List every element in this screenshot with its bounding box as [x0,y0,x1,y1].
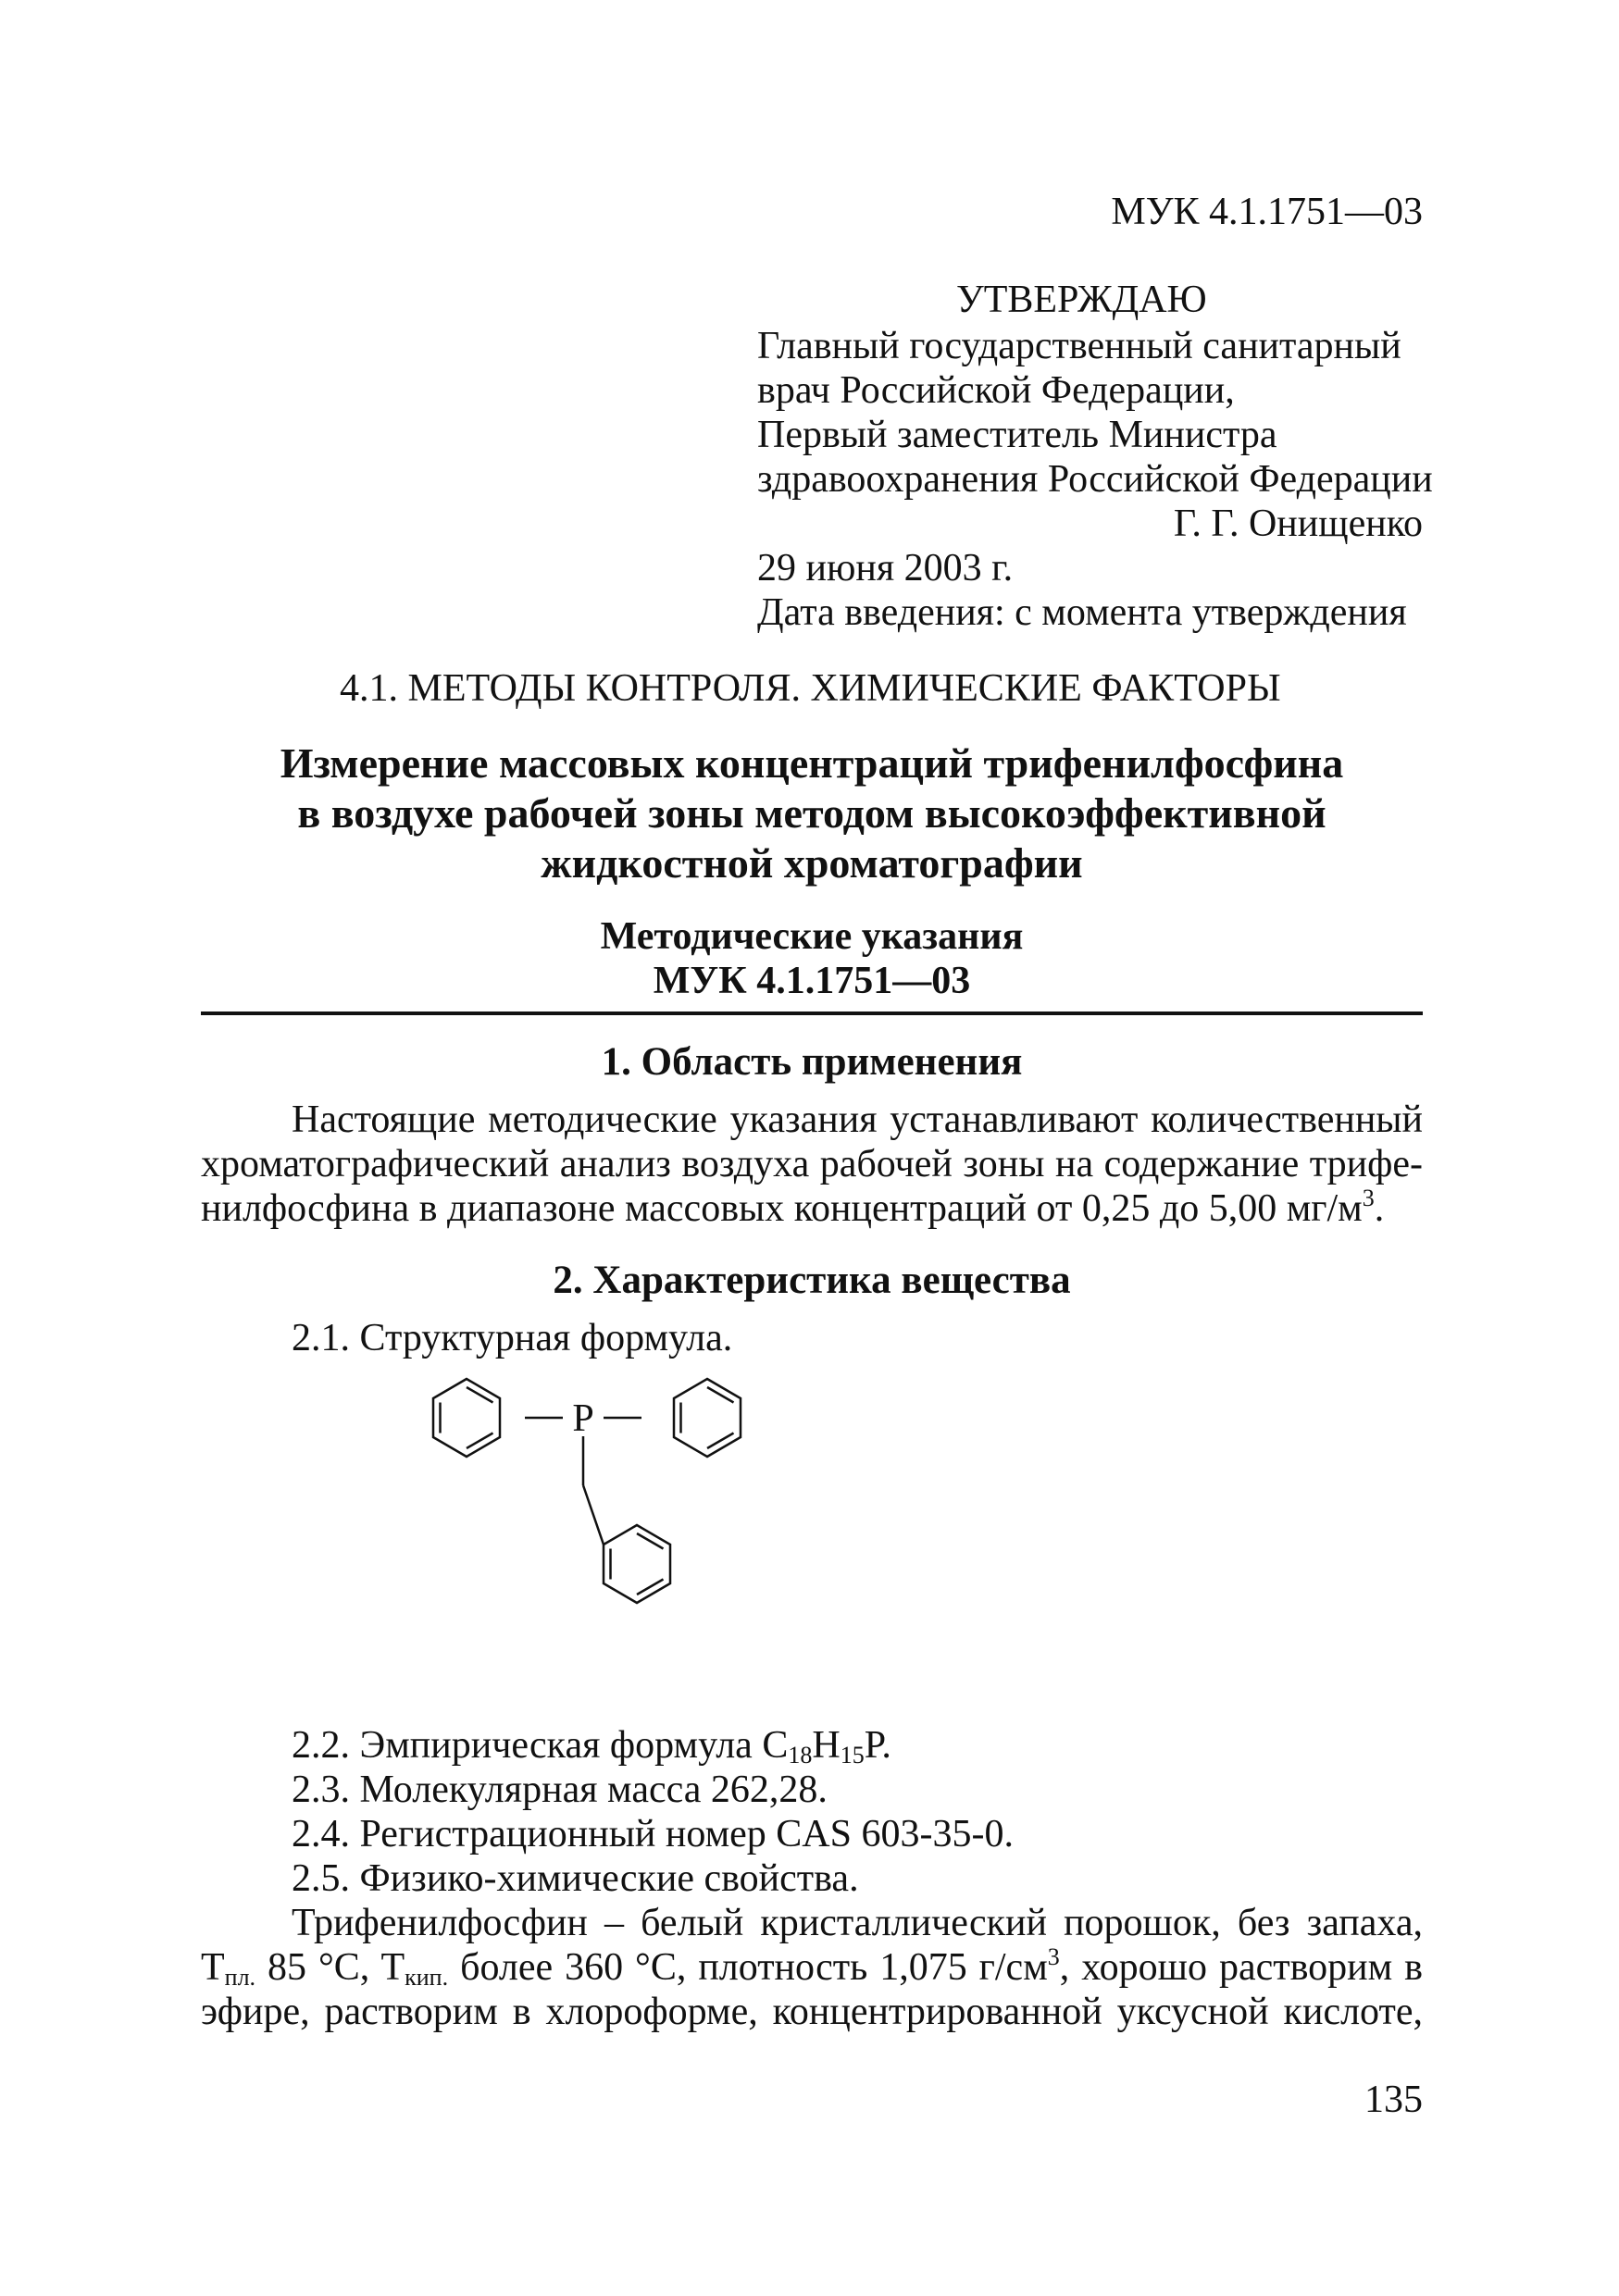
section-1-heading: 1. Область применения [601,1040,1023,1084]
item-2-4: 2.4. Регистрационный номер CAS 603-35-0. [292,1813,1014,1855]
item-2-3: 2.3. Молекулярная масса 262,28. [292,1769,828,1811]
approval-line: здравоохранения Российской Федерации [757,458,1433,501]
document-title-line: Измерение массовых концентраций трифенилфосфина [280,739,1344,787]
phosphorus-atom-label: P [572,1397,594,1440]
paragraph-line: $T_{пл.}$ 85 °C, $T_{кип.}$ более 360 °C, плотность 1,075 $г/см^3$, хорошо растворим в [201,1943,1423,1991]
subtitle-label: Методические указания [600,915,1024,958]
approval-signatory: Г. Г. Онищенко [1173,503,1423,545]
paragraph-line: нилфосфина в диапазоне массовых концентраций от 0,25 до 5,00 $мг/м^3$. [201,1185,1385,1230]
page-number: 135 [1364,2079,1423,2121]
document-title-line: в воздухе рабочей зоны методом высокоэффективной [297,789,1326,837]
item-2-5: 2.5. Физико-химические свойства. [292,1857,859,1900]
approval-line: Первый заместитель Министра [757,414,1277,456]
paragraph-line: Трифенилфосфин – белый кристаллический порошок, без запаха, [292,1902,1423,1944]
approval-line: врач Российской Федерации, [757,369,1235,412]
paragraph-line: Настоящие методические указания устанавливают количественный [292,1098,1423,1141]
subtitle-code: МУК 4.1.1751—03 [653,960,971,1002]
approval-title: УТВЕРЖДАЮ [956,279,1207,321]
paragraph-line: хроматографический анализ воздуха рабочей зоны на содержание трифе- [201,1143,1423,1185]
approval-date: 29 июня 2003 г. [757,547,1014,590]
item-2-2: 2.2. Эмпирическая формула $C_{18}H_{15}P$. [292,1724,891,1769]
paragraph-line: эфире, растворим в хлороформе, концентрированной уксусной кислоте, [201,1991,1423,2033]
document-code: МУК 4.1.1751—03 [1111,191,1423,233]
item-2-1: 2.1. Структурная формула. [292,1317,733,1359]
section-header: 4.1. МЕТОДЫ КОНТРОЛЯ. ХИМИЧЕСКИЕ ФАКТОРЫ [340,667,1281,710]
effective-date: Дата введения: с момента утверждения [757,591,1407,634]
structural-formula [389,1370,870,1703]
approval-line: Главный государственный санитарный [757,325,1401,367]
section-2-heading: 2. Характеристика вещества [553,1259,1071,1302]
document-title-line: жидкостной хроматографии [541,839,1083,887]
title-rule [201,1011,1423,1015]
